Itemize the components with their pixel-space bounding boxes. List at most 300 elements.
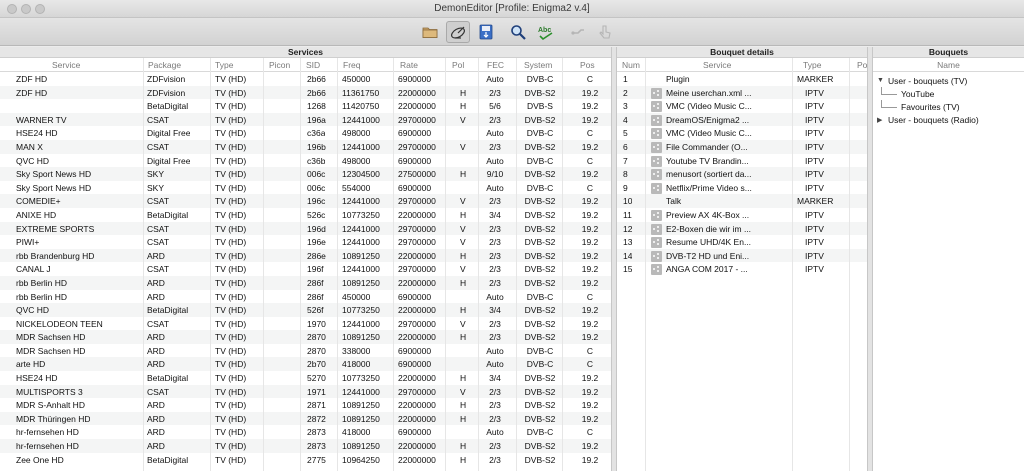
cell-system: DVB-S2: [524, 196, 556, 207]
cell-fec: 2/3: [489, 318, 501, 329]
cell-pol: H: [460, 277, 467, 288]
column-separator[interactable]: [792, 58, 793, 471]
cell-pos: C: [586, 427, 594, 438]
cell-fec: 9/10: [486, 169, 504, 180]
cell-fec: 3/4: [489, 373, 501, 384]
column-separator[interactable]: [337, 58, 338, 471]
cell-package: SKY: [147, 182, 165, 193]
bouquet-row[interactable]: [617, 167, 867, 181]
cell-freq: 12441000: [342, 141, 380, 152]
cell-service: File Commander (O...: [666, 141, 748, 152]
bouquet-row[interactable]: [617, 249, 867, 263]
cell-pos: 19.2: [581, 101, 599, 112]
cell-type: IPTV: [805, 209, 824, 220]
cell-type: TV (HD): [215, 318, 247, 329]
bouquet-row[interactable]: [617, 113, 867, 127]
cell-pos: C: [586, 359, 594, 370]
cell-freq: 12304500: [342, 169, 380, 180]
bouquet-group[interactable]: User - bouquets (TV): [888, 76, 968, 86]
cell-package: BetaDigital: [147, 454, 189, 465]
column-separator[interactable]: [645, 58, 646, 471]
bouquet-row[interactable]: [617, 126, 867, 140]
cell-fec: Auto: [486, 128, 504, 139]
column-header-po[interactable]: Po: [857, 60, 867, 70]
cell-pol: H: [460, 413, 467, 424]
cell-rate: 22000000: [398, 101, 436, 112]
cell-package: Digital Free: [147, 155, 191, 166]
cell-rate: 29700000: [398, 237, 436, 248]
cell-num: 8: [623, 169, 628, 180]
cell-num: 12: [623, 223, 633, 234]
cell-pol: H: [460, 101, 467, 112]
cell-pos: C: [586, 155, 594, 166]
bouquet-details-title: Bouquet details: [617, 47, 867, 58]
cell-system: DVB-S2: [524, 373, 556, 384]
open-button[interactable]: [418, 21, 442, 43]
cell-package: CSAT: [147, 114, 170, 125]
cell-package: ZDFvision: [147, 74, 186, 84]
service-row[interactable]: [0, 425, 611, 439]
bouquets-pane: [873, 47, 1024, 471]
stream-icon: [651, 251, 662, 262]
cell-pos: 19.2: [581, 413, 599, 424]
cell-service: NICKELODEON TEEN: [16, 318, 103, 329]
column-header-name[interactable]: Name: [937, 60, 960, 70]
cell-num: 10: [623, 196, 633, 207]
service-row[interactable]: [0, 113, 611, 127]
cell-package: ARD: [147, 359, 165, 370]
cell-pos: 19.2: [581, 305, 599, 316]
column-separator[interactable]: [263, 58, 264, 471]
bouquet-group[interactable]: User - bouquets (Radio): [888, 115, 979, 125]
cell-system: DVB-S2: [524, 141, 556, 152]
cell-system: DVB-C: [526, 359, 554, 370]
title-bar: [0, 0, 1024, 18]
cell-pol: H: [460, 400, 467, 411]
services-header: [0, 58, 611, 72]
cell-service: Netflix/Prime Video s...: [666, 182, 752, 193]
cell-rate: 29700000: [398, 141, 436, 152]
cell-system: DVB-C: [526, 74, 554, 84]
cell-type: TV (HD): [215, 427, 247, 438]
service-row[interactable]: [0, 344, 611, 358]
service-row[interactable]: [0, 303, 611, 317]
cell-pol: V: [460, 318, 466, 329]
cell-sid: 2872: [307, 413, 326, 424]
cell-fec: Auto: [486, 155, 504, 166]
cell-service: ANGA COM 2017 - ...: [666, 264, 748, 275]
cell-sid: 1268: [307, 101, 326, 112]
cell-service: QVC HD: [16, 305, 50, 316]
column-header-service[interactable]: Service: [52, 60, 81, 70]
cell-type: TV (HD): [215, 74, 247, 84]
cell-freq: 498000: [342, 128, 371, 139]
cell-rate: 22000000: [398, 413, 436, 424]
column-header-freq[interactable]: Freq: [343, 60, 361, 70]
cell-rate: 22000000: [398, 277, 436, 288]
cell-freq: 12441000: [342, 223, 380, 234]
cell-rate: 27500000: [398, 169, 436, 180]
cell-type: TV (HD): [215, 169, 247, 180]
cell-type: MARKER: [797, 196, 834, 207]
cell-service: DreamOS/Enigma2 ...: [666, 114, 750, 125]
cell-package: CSAT: [147, 196, 170, 207]
cell-package: ARD: [147, 427, 165, 438]
service-row[interactable]: [0, 385, 611, 399]
service-row[interactable]: [0, 371, 611, 385]
cell-rate: 29700000: [398, 386, 436, 397]
cell-rate: 22000000: [398, 373, 436, 384]
cell-freq: 10891250: [342, 441, 380, 452]
bouquet-row[interactable]: [617, 140, 867, 154]
cell-type: TV (HD): [215, 373, 247, 384]
cell-pol: V: [460, 237, 466, 248]
cell-pol: V: [460, 114, 466, 125]
cell-sid: 006c: [307, 182, 326, 193]
column-header-service[interactable]: Service: [703, 60, 732, 70]
service-row[interactable]: [0, 412, 611, 426]
cell-package: CSAT: [147, 318, 170, 329]
bouquet-row[interactable]: [617, 86, 867, 100]
cell-system: DVB-S2: [524, 413, 556, 424]
cell-num: 5: [623, 128, 628, 139]
service-row[interactable]: [0, 330, 611, 344]
cell-pol: H: [460, 169, 467, 180]
cell-pol: V: [460, 141, 466, 152]
column-header-pol[interactable]: Pol: [452, 60, 465, 70]
cell-pos: 19.2: [581, 386, 599, 397]
service-row[interactable]: [0, 276, 611, 290]
stream-icon: [651, 115, 662, 126]
cell-sid: 196a: [307, 114, 326, 125]
cell-type: IPTV: [805, 128, 824, 139]
cell-pol: V: [460, 264, 466, 275]
cell-package: SKY: [147, 169, 165, 180]
cell-system: DVB-S2: [524, 305, 556, 316]
toolbar: [0, 18, 1024, 46]
service-row[interactable]: [0, 439, 611, 453]
service-row[interactable]: [0, 222, 611, 236]
cell-type: TV (HD): [215, 128, 247, 139]
disclosure-expanded-icon[interactable]: ▼: [877, 77, 884, 84]
cell-num: 4: [623, 114, 628, 125]
stream-icon: [651, 128, 662, 139]
stream-icon: [651, 169, 662, 180]
cell-service: rbb Brandenburg HD: [16, 250, 95, 261]
cell-pol: H: [460, 373, 467, 384]
cell-service: CANAL J: [16, 264, 51, 275]
bouquet-details-header: [617, 58, 867, 72]
service-row[interactable]: [0, 99, 611, 113]
cell-system: DVB-C: [526, 155, 554, 166]
cell-system: DVB-S2: [524, 237, 556, 248]
service-row[interactable]: [0, 398, 611, 412]
bouquet-row[interactable]: [617, 99, 867, 113]
cell-package: CSAT: [147, 264, 170, 275]
bouquets-title: Bouquets: [873, 47, 1024, 58]
cell-system: DVB-S2: [524, 87, 556, 98]
cell-pos: 19.2: [581, 441, 599, 452]
service-row[interactable]: [0, 317, 611, 331]
cell-pos: 19.2: [581, 250, 599, 261]
cell-fec: 2/3: [489, 114, 501, 125]
cell-fec: 2/3: [489, 454, 501, 465]
column-header-type[interactable]: Type: [215, 60, 234, 70]
column-separator[interactable]: [478, 58, 479, 471]
bouquet-item[interactable]: YouTube: [901, 89, 935, 99]
cell-sid: 1970: [307, 318, 326, 329]
cell-package: BetaDigital: [147, 101, 189, 112]
cell-pol: H: [460, 250, 467, 261]
cell-rate: 22000000: [398, 209, 436, 220]
cell-freq: 10891250: [342, 277, 380, 288]
cell-type: TV (HD): [215, 264, 247, 275]
cell-sid: 286e: [307, 250, 326, 261]
column-header-num[interactable]: Num: [622, 60, 640, 70]
cell-pos: C: [586, 128, 594, 139]
link-button[interactable]: [566, 21, 590, 43]
tree-connector: [881, 87, 897, 95]
column-separator[interactable]: [516, 58, 517, 471]
column-header-type[interactable]: Type: [803, 60, 822, 70]
cell-num: 14: [623, 250, 633, 261]
cell-rate: 6900000: [398, 182, 432, 193]
cell-service: MAN X: [16, 141, 43, 152]
cell-pos: 19.2: [581, 277, 599, 288]
cell-rate: 6900000: [398, 345, 432, 356]
cell-freq: 10964250: [342, 454, 380, 465]
column-separator[interactable]: [562, 58, 563, 471]
cell-system: DVB-S2: [524, 332, 556, 343]
cell-service: EXTREME SPORTS: [16, 223, 95, 234]
stream-icon: [651, 88, 662, 99]
cell-freq: 10773250: [342, 305, 380, 316]
cell-service: MDR Thüringen HD: [16, 413, 91, 424]
service-row[interactable]: [0, 140, 611, 154]
cell-sid: 5270: [307, 373, 326, 384]
service-row[interactable]: [0, 181, 611, 195]
cell-service: menusort (sortiert da...: [666, 169, 752, 180]
cell-type: IPTV: [805, 264, 824, 275]
cell-service: Sky Sport News HD: [16, 169, 92, 180]
cell-service: COMEDIE+: [16, 196, 61, 207]
bouquet-row[interactable]: [617, 262, 867, 276]
cell-system: DVB-S2: [524, 386, 556, 397]
cell-package: CSAT: [147, 386, 170, 397]
cell-freq: 12441000: [342, 196, 380, 207]
column-header-fec[interactable]: FEC: [487, 60, 504, 70]
cell-package: ARD: [147, 291, 165, 302]
cell-pos: C: [586, 182, 594, 193]
column-header-pos[interactable]: Pos: [580, 60, 595, 70]
bouquet-row[interactable]: [617, 194, 867, 208]
bouquet-row[interactable]: [617, 235, 867, 249]
bouquet-row[interactable]: [617, 72, 867, 86]
touch-icon: [595, 23, 613, 41]
cell-sid: 2873: [307, 441, 326, 452]
cell-fec: 2/3: [489, 141, 501, 152]
cell-pos: 19.2: [581, 196, 599, 207]
cell-sid: 196e: [307, 237, 326, 248]
cell-type: TV (HD): [215, 182, 247, 193]
column-header-system[interactable]: System: [524, 60, 553, 70]
cell-sid: 196d: [307, 223, 326, 234]
cell-type: IPTV: [805, 182, 824, 193]
column-header-rate[interactable]: Rate: [400, 60, 418, 70]
cell-sid: 2b66: [307, 74, 326, 84]
cell-pos: 19.2: [581, 114, 599, 125]
cell-service: Sky Sport News HD: [16, 182, 92, 193]
cell-type: TV (HD): [215, 250, 247, 261]
service-row[interactable]: [0, 208, 611, 222]
cell-sid: c36b: [307, 155, 326, 166]
cell-package: BetaDigital: [147, 209, 189, 220]
cell-pos: 19.2: [581, 264, 599, 275]
cell-fec: 2/3: [489, 87, 501, 98]
spellcheck-button[interactable]: [534, 21, 558, 43]
cell-sid: c36a: [307, 128, 326, 139]
cell-service: Youtube TV Brandin...: [666, 155, 749, 166]
cell-service: hr-fernsehen HD: [16, 427, 79, 438]
cell-sid: 286f: [307, 277, 324, 288]
search-button[interactable]: [506, 21, 530, 43]
cell-package: ZDFvision: [147, 87, 186, 98]
service-row[interactable]: [0, 154, 611, 168]
cell-sid: 2870: [307, 332, 326, 343]
service-row[interactable]: [0, 453, 611, 467]
bouquet-details-pane: [617, 47, 867, 471]
cell-num: 7: [623, 155, 628, 166]
cell-pol: H: [460, 332, 467, 343]
cell-rate: 29700000: [398, 223, 436, 234]
service-row[interactable]: [0, 72, 611, 86]
cell-type: TV (HD): [215, 291, 247, 302]
cell-rate: 22000000: [398, 250, 436, 261]
cell-type: TV (HD): [215, 441, 247, 452]
cell-fec: 2/3: [489, 386, 501, 397]
bouquet-row[interactable]: [617, 154, 867, 168]
cell-freq: 12441000: [342, 237, 380, 248]
column-separator[interactable]: [210, 58, 211, 471]
cell-service: Preview AX 4K-Box ...: [666, 209, 750, 220]
column-separator[interactable]: [849, 58, 850, 471]
cell-sid: 526f: [307, 305, 324, 316]
cell-freq: 12441000: [342, 114, 380, 125]
cell-num: 3: [623, 101, 628, 112]
cell-fec: 2/3: [489, 441, 501, 452]
bouquet-row[interactable]: [617, 222, 867, 236]
column-separator[interactable]: [445, 58, 446, 471]
cell-package: ARD: [147, 345, 165, 356]
cell-sid: 2b70: [307, 359, 326, 370]
cell-freq: 450000: [342, 291, 371, 302]
cell-type: TV (HD): [215, 345, 247, 356]
bouquets-header: [873, 58, 1024, 72]
service-row[interactable]: [0, 235, 611, 249]
cell-rate: 22000000: [398, 441, 436, 452]
cell-service: QVC HD: [16, 155, 50, 166]
cell-pos: C: [586, 291, 594, 302]
cell-fec: 3/4: [489, 209, 501, 220]
cell-freq: 554000: [342, 182, 371, 193]
service-row[interactable]: [0, 126, 611, 140]
service-row[interactable]: [0, 357, 611, 371]
cell-system: DVB-S2: [524, 318, 556, 329]
cell-package: ARD: [147, 400, 165, 411]
cell-service: ANIXE HD: [16, 209, 57, 220]
column-separator[interactable]: [143, 58, 144, 471]
column-header-package[interactable]: Package: [148, 60, 182, 70]
column-header-picon[interactable]: Picon: [269, 60, 291, 70]
cell-fec: 3/4: [489, 305, 501, 316]
cell-rate: 29700000: [398, 114, 436, 125]
cell-pos: 19.2: [581, 223, 599, 234]
bouquet-row[interactable]: [617, 208, 867, 222]
tree-connector: [881, 100, 897, 108]
service-row[interactable]: [0, 194, 611, 208]
cell-num: 13: [623, 237, 633, 248]
cell-service: E2-Boxen die wir im ...: [666, 223, 752, 234]
cell-system: DVB-C: [526, 345, 554, 356]
cell-sid: 2873: [307, 427, 326, 438]
cell-rate: 6900000: [398, 155, 432, 166]
cell-type: TV (HD): [215, 196, 247, 207]
cell-rate: 22000000: [398, 400, 436, 411]
cell-sid: 2870: [307, 345, 326, 356]
service-row[interactable]: [0, 167, 611, 181]
services-pane: [0, 47, 611, 471]
cell-freq: 10891250: [342, 332, 380, 343]
cell-service: Plugin: [666, 74, 690, 84]
cell-fec: 2/3: [489, 264, 501, 275]
service-row[interactable]: [0, 262, 611, 276]
cell-system: DVB-C: [526, 182, 554, 193]
cell-rate: 29700000: [398, 318, 436, 329]
cell-rate: 22000000: [398, 454, 436, 465]
service-row[interactable]: [0, 290, 611, 304]
save-button[interactable]: [474, 21, 498, 43]
cell-system: DVB-S2: [524, 264, 556, 275]
cell-pos: C: [586, 345, 594, 356]
touch-button[interactable]: [592, 21, 616, 43]
column-separator[interactable]: [300, 58, 301, 471]
cell-type: IPTV: [805, 250, 824, 261]
cell-sid: 196f: [307, 264, 324, 275]
bouquet-item[interactable]: Favourites (TV): [901, 102, 960, 112]
bouquet-row[interactable]: [617, 181, 867, 195]
service-row[interactable]: [0, 249, 611, 263]
column-header-sid[interactable]: SID: [306, 60, 321, 70]
disclosure-collapsed-icon[interactable]: ▶: [877, 117, 883, 124]
cell-system: DVB-S2: [524, 209, 556, 220]
cell-rate: 29700000: [398, 196, 436, 207]
services-table: [0, 72, 611, 466]
cell-freq: 10891250: [342, 250, 380, 261]
column-separator[interactable]: [393, 58, 394, 471]
cell-fec: 2/3: [489, 413, 501, 424]
cell-service: Zee One HD: [16, 454, 64, 465]
satellites-button[interactable]: [446, 21, 470, 43]
cell-pos: 19.2: [581, 237, 599, 248]
cell-freq: 12441000: [342, 386, 380, 397]
cell-type: TV (HD): [215, 400, 247, 411]
cell-pol: H: [460, 209, 467, 220]
cell-system: DVB-S2: [524, 169, 556, 180]
cell-freq: 450000: [342, 74, 371, 84]
cell-freq: 498000: [342, 155, 371, 166]
service-row[interactable]: [0, 86, 611, 100]
cell-pos: 19.2: [581, 400, 599, 411]
